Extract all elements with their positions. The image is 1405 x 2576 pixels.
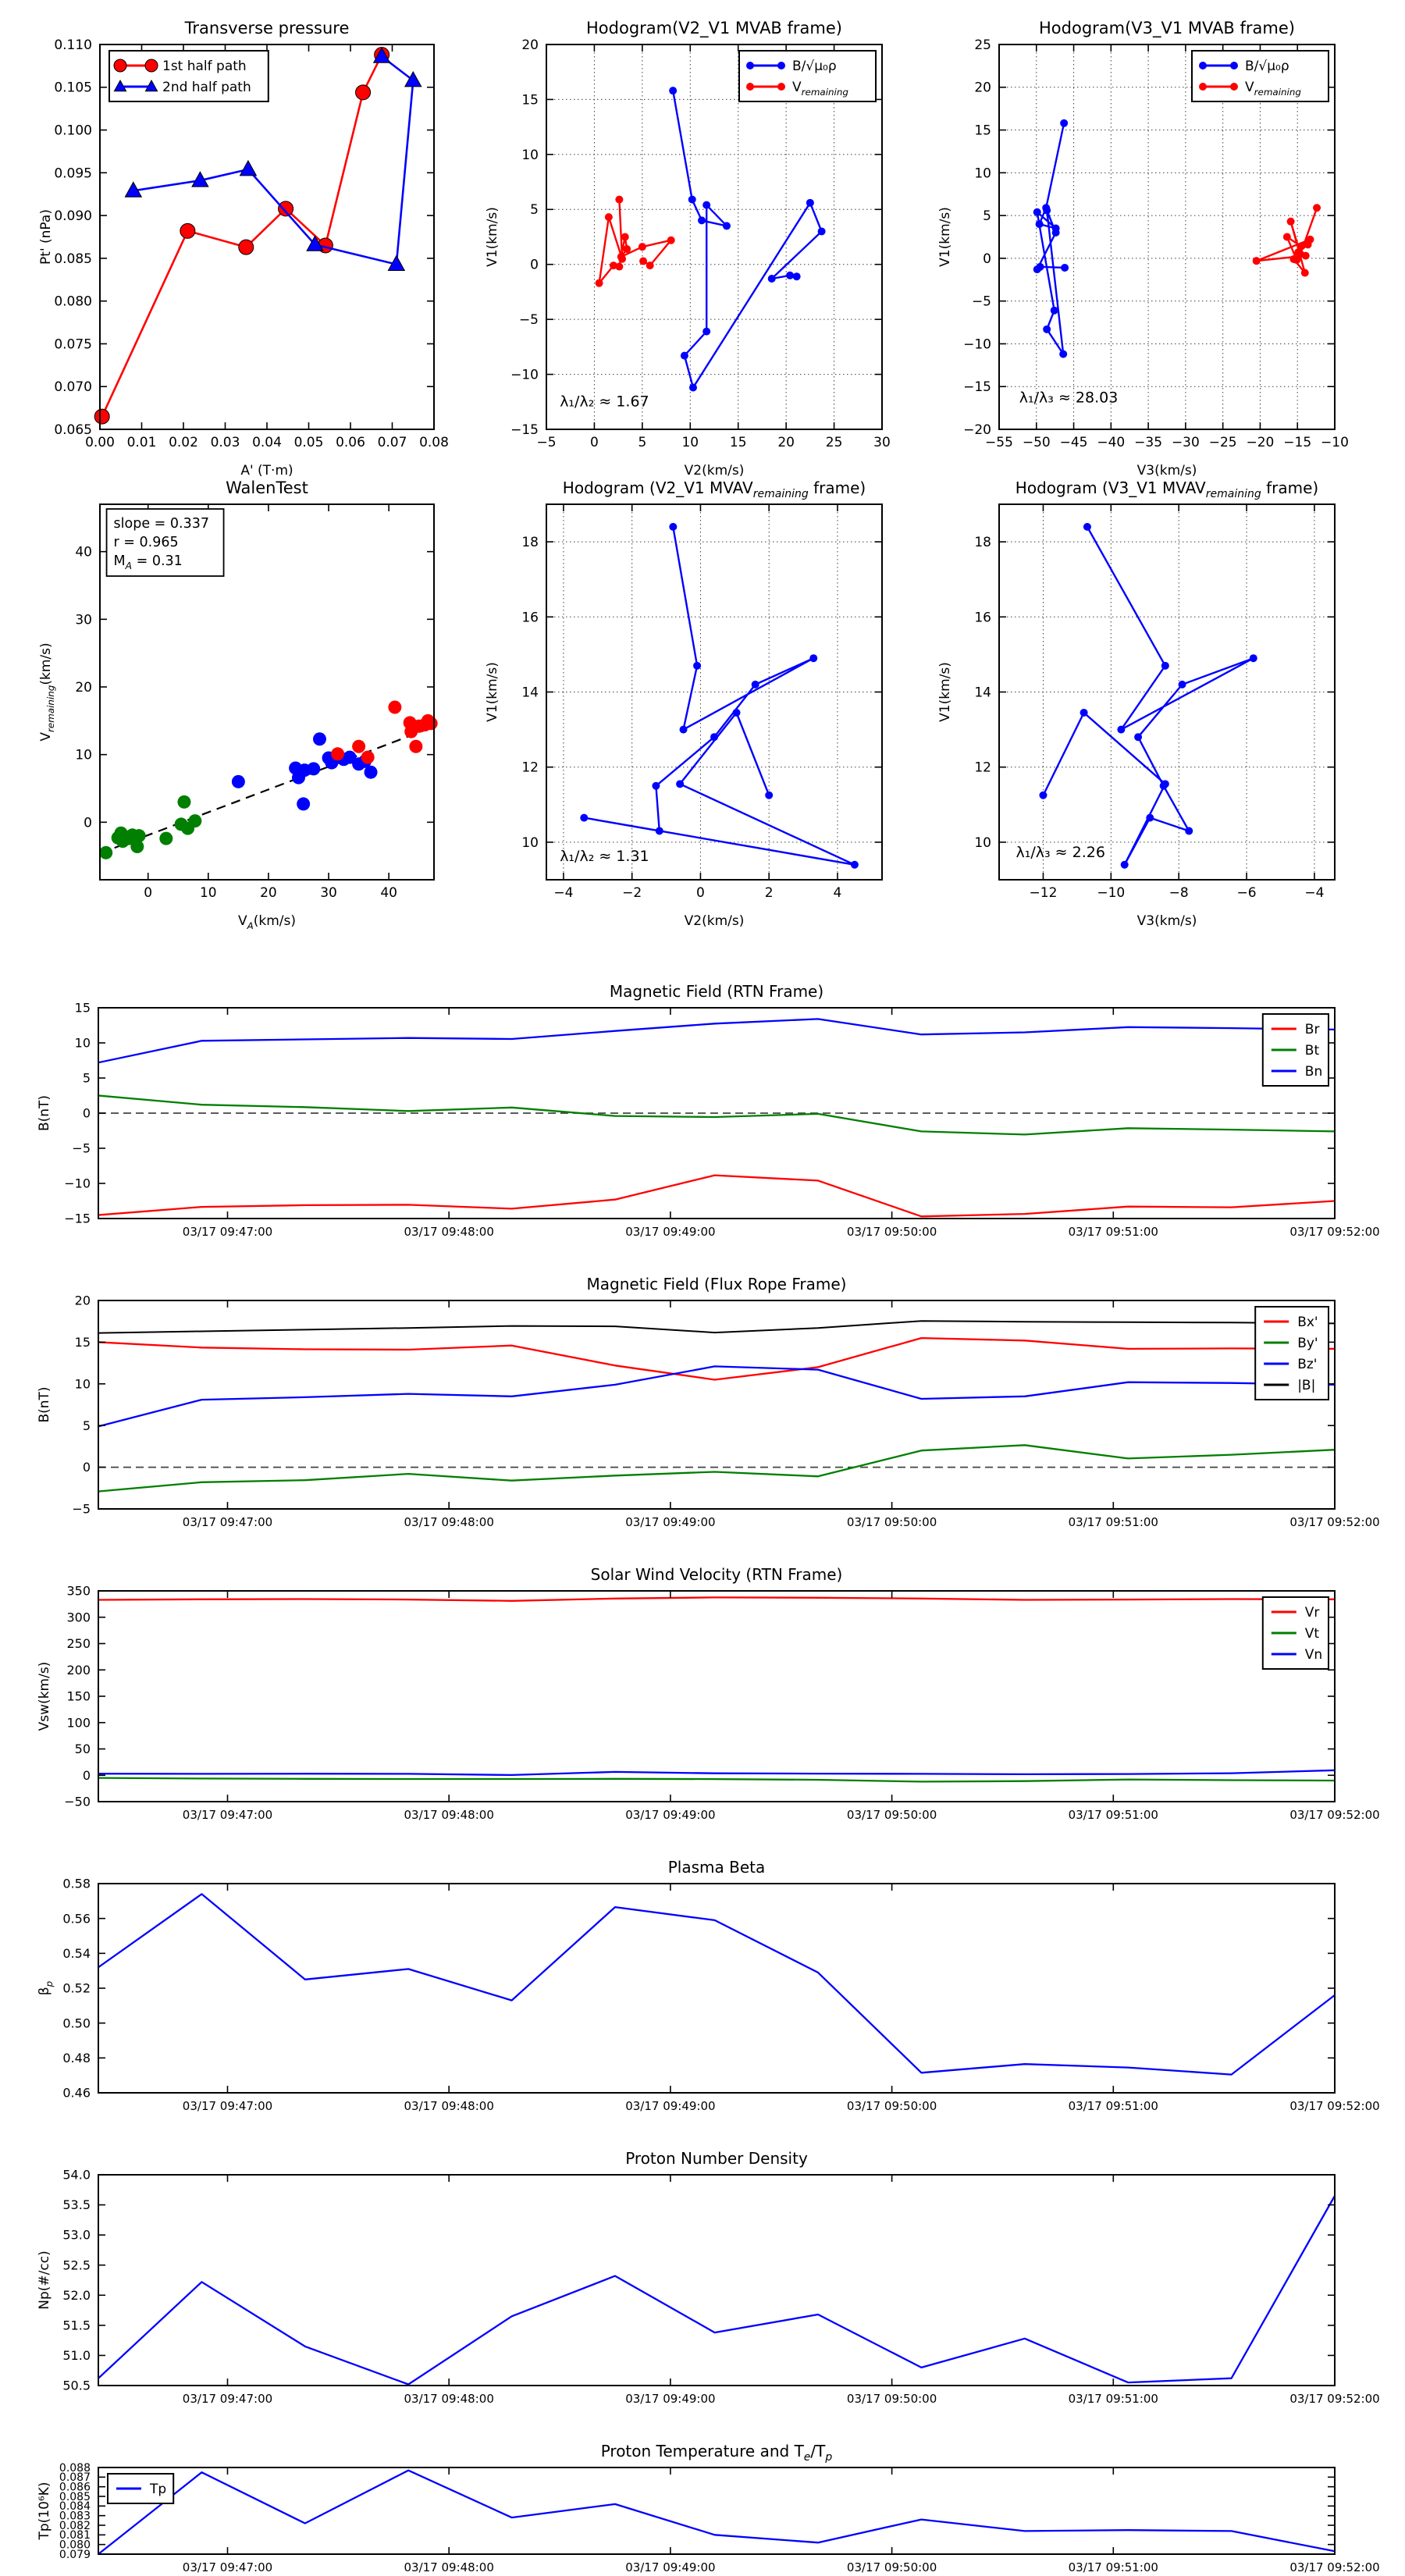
svg-text:5: 5 xyxy=(638,435,647,450)
svg-text:10: 10 xyxy=(521,147,539,163)
x-axis-label: V3(km/s) xyxy=(1136,913,1197,929)
svg-text:03/17 09:51:00: 03/17 09:51:00 xyxy=(1068,2392,1158,2406)
svg-text:0: 0 xyxy=(84,815,92,831)
svg-text:−5: −5 xyxy=(72,1140,91,1156)
svg-text:0: 0 xyxy=(983,251,991,267)
panel-p10-plasma-beta xyxy=(30,1848,1405,2163)
svg-text:−40: −40 xyxy=(1097,435,1126,450)
panel-p12-proton-temperature-and-t-e-t-p xyxy=(30,2432,1405,2576)
p8-svg xyxy=(30,1265,1405,1579)
svg-text:0.088: 0.088 xyxy=(59,2461,91,2475)
svg-text:−45: −45 xyxy=(1059,435,1088,450)
svg-text:03/17 09:52:00: 03/17 09:52:00 xyxy=(1289,2099,1380,2113)
svg-text:03/17 09:48:00: 03/17 09:48:00 xyxy=(404,1808,494,1822)
svg-text:25: 25 xyxy=(825,435,843,450)
svg-text:|B|: |B| xyxy=(1297,1377,1316,1393)
svg-text:12: 12 xyxy=(521,760,539,776)
svg-text:16: 16 xyxy=(974,610,991,626)
svg-text:100: 100 xyxy=(66,1715,91,1731)
panel-p6-hodogram-v3-v1-mvav-remaining- xyxy=(930,469,1405,950)
svg-text:50: 50 xyxy=(74,1742,91,1757)
svg-text:−4: −4 xyxy=(553,885,574,901)
series-alfven-velocity xyxy=(669,87,825,391)
p4-svg xyxy=(31,469,508,950)
chart-title: Proton Number Density xyxy=(625,2149,808,2168)
svg-text:250: 250 xyxy=(66,1636,91,1652)
svg-text:03/17 09:48:00: 03/17 09:48:00 xyxy=(404,2099,494,2113)
svg-text:10: 10 xyxy=(74,1376,91,1392)
svg-text:03/17 09:51:00: 03/17 09:51:00 xyxy=(1068,2099,1158,2113)
svg-text:14: 14 xyxy=(521,685,539,701)
svg-text:52.5: 52.5 xyxy=(62,2258,91,2273)
svg-text:−5: −5 xyxy=(536,435,557,450)
annotation: λ₁/λ₂ ≈ 1.31 xyxy=(560,847,649,865)
svg-text:30: 30 xyxy=(75,612,92,628)
svg-text:03/17 09:47:00: 03/17 09:47:00 xyxy=(182,1515,273,1529)
y-axis-label: Vsw(km/s) xyxy=(37,1661,52,1731)
series-B-magnitude xyxy=(98,1321,1335,1333)
series-Bn xyxy=(98,1019,1335,1062)
svg-text:−20: −20 xyxy=(1246,435,1275,450)
svg-text:−50: −50 xyxy=(1022,435,1051,450)
svg-text:Vr: Vr xyxy=(1304,1604,1320,1621)
legend xyxy=(1263,1014,1329,1086)
svg-text:0: 0 xyxy=(590,435,599,450)
svg-text:0.087: 0.087 xyxy=(59,2471,91,2485)
svg-text:0.04: 0.04 xyxy=(252,435,282,450)
svg-text:14: 14 xyxy=(974,685,991,701)
svg-text:0.070: 0.070 xyxy=(54,379,92,396)
svg-text:20: 20 xyxy=(260,885,277,901)
svg-text:03/17 09:50:00: 03/17 09:50:00 xyxy=(846,1225,937,1239)
svg-text:0.086: 0.086 xyxy=(59,2481,91,2494)
series-proton-density xyxy=(98,2196,1335,2385)
svg-text:03/17 09:47:00: 03/17 09:47:00 xyxy=(182,2560,273,2574)
svg-text:5: 5 xyxy=(82,1070,91,1086)
svg-text:0.56: 0.56 xyxy=(62,1911,91,1927)
series-Vn xyxy=(98,1770,1335,1775)
svg-text:03/17 09:51:00: 03/17 09:51:00 xyxy=(1068,1808,1158,1822)
y-axis-label: V1(km/s) xyxy=(485,207,500,267)
svg-text:0.05: 0.05 xyxy=(293,435,324,450)
svg-text:03/17 09:48:00: 03/17 09:48:00 xyxy=(404,2392,494,2406)
svg-text:0: 0 xyxy=(82,1767,91,1783)
annotation: λ₁/λ₃ ≈ 28.03 xyxy=(1019,389,1119,407)
svg-text:0.090: 0.090 xyxy=(54,208,92,225)
svg-text:−30: −30 xyxy=(1171,435,1200,450)
svg-text:−15: −15 xyxy=(1283,435,1312,450)
svg-text:−55: −55 xyxy=(985,435,1013,450)
svg-text:03/17 09:49:00: 03/17 09:49:00 xyxy=(625,2560,716,2574)
chart-title: Plasma Beta xyxy=(667,1858,766,1877)
svg-text:0.58: 0.58 xyxy=(62,1876,91,1891)
svg-text:03/17 09:51:00: 03/17 09:51:00 xyxy=(1068,2560,1158,2574)
svg-text:15: 15 xyxy=(74,1000,91,1016)
series-Bx-prime xyxy=(98,1335,1335,1379)
p3-svg xyxy=(930,9,1405,500)
y-axis-label: Np(#/cc) xyxy=(37,2250,52,2310)
x-axis-label: $V_A(km/s)$ xyxy=(237,913,297,931)
chart-title: Transverse pressure xyxy=(184,19,350,37)
svg-text:12: 12 xyxy=(974,760,991,776)
series-alfven-velocity xyxy=(1033,119,1069,358)
svg-text:−50: −50 xyxy=(64,1794,91,1809)
chart-title: Hodogram (V2_V1 $MVAV_{remaining}$ frame) xyxy=(562,479,866,500)
ticks xyxy=(62,2168,1379,2406)
svg-text:0.01: 0.01 xyxy=(126,435,157,450)
chart-title: Hodogram(V3_V1 MVAB frame) xyxy=(1039,19,1295,37)
chart-title: Solar Wind Velocity (RTN Frame) xyxy=(590,1565,843,1584)
svg-text:Vn: Vn xyxy=(1304,1646,1323,1663)
svg-text:20: 20 xyxy=(521,37,539,53)
svg-text:0.06: 0.06 xyxy=(336,435,365,450)
panel-p11-proton-number-density xyxy=(30,2140,1405,2456)
svg-text:0.48: 0.48 xyxy=(62,2050,91,2065)
svg-text:−10: −10 xyxy=(963,336,991,353)
svg-text:03/17 09:47:00: 03/17 09:47:00 xyxy=(182,2392,273,2406)
series-v-remaining xyxy=(596,196,675,287)
svg-text:53.0: 53.0 xyxy=(62,2227,91,2243)
svg-text:150: 150 xyxy=(66,1688,91,1704)
svg-text:r = 0.965: r = 0.965 xyxy=(113,535,179,550)
svg-text:0: 0 xyxy=(144,885,153,901)
svg-text:−15: −15 xyxy=(64,1211,91,1226)
ticks xyxy=(59,2462,1380,2574)
svg-text:0.02: 0.02 xyxy=(169,435,198,450)
svg-text:4: 4 xyxy=(833,885,842,901)
svg-text:0.079: 0.079 xyxy=(59,2548,91,2561)
svg-text:2nd half path: 2nd half path xyxy=(162,79,251,95)
svg-text:Vt: Vt xyxy=(1304,1625,1320,1642)
svg-text:Vremaining: $V_{remaining}$ xyxy=(792,79,848,98)
svg-text:0.082: 0.082 xyxy=(59,2519,91,2532)
legend xyxy=(1263,1597,1329,1669)
svg-text:0.085: 0.085 xyxy=(54,251,92,267)
panel-p1-transverse-pressure xyxy=(31,9,508,500)
svg-text:350: 350 xyxy=(66,1583,91,1599)
y-axis-label: Tp(10⁶K) xyxy=(37,2482,52,2540)
p11-svg xyxy=(30,2140,1405,2456)
legend xyxy=(1192,51,1329,101)
chart-title: Magnetic Field (RTN Frame) xyxy=(609,982,824,1001)
svg-text:03/17 09:49:00: 03/17 09:49:00 xyxy=(625,2392,716,2406)
x-axis-label: V3(km/s) xyxy=(1136,463,1197,479)
svg-text:0.081: 0.081 xyxy=(59,2529,91,2542)
series-1st-half-path xyxy=(94,48,389,424)
x-axis-label: A' (T·m) xyxy=(240,463,293,479)
svg-text:−10: −10 xyxy=(1097,885,1126,901)
svg-text:1st half path: 1st half path xyxy=(162,58,247,74)
series-fit-line xyxy=(100,727,434,853)
x-axis-label: V2(km/s) xyxy=(684,463,745,479)
svg-text:03/17 09:47:00: 03/17 09:47:00 xyxy=(182,1808,273,1822)
svg-text:−5: −5 xyxy=(518,312,539,329)
svg-text:0.083: 0.083 xyxy=(59,2510,91,2523)
svg-text:03/17 09:49:00: 03/17 09:49:00 xyxy=(625,2099,716,2113)
grid xyxy=(546,504,882,880)
series-Br xyxy=(98,1176,1335,1217)
svg-text:03/17 09:48:00: 03/17 09:48:00 xyxy=(404,1515,494,1529)
svg-text:15: 15 xyxy=(729,435,747,450)
svg-text:0.080: 0.080 xyxy=(59,2539,91,2552)
svg-text:0.065: 0.065 xyxy=(54,422,92,438)
svg-text:0.46: 0.46 xyxy=(62,2085,91,2101)
svg-text:slope = 0.337: slope = 0.337 xyxy=(113,516,210,532)
svg-text:10: 10 xyxy=(974,165,991,182)
svg-text:03/17 09:50:00: 03/17 09:50:00 xyxy=(846,2560,937,2574)
series-By-prime xyxy=(98,1445,1335,1491)
svg-text:−4: −4 xyxy=(1304,885,1325,901)
svg-text:20: 20 xyxy=(74,1293,91,1308)
svg-text:−5: −5 xyxy=(72,1501,91,1517)
svg-text:Bz': Bz' xyxy=(1297,1356,1318,1372)
svg-text:B/√μ₀ρ: B/√μ₀ρ xyxy=(792,58,837,74)
p5-svg xyxy=(478,469,956,950)
y-axis-label: V1(km/s) xyxy=(937,207,953,267)
svg-text:0.07: 0.07 xyxy=(377,435,407,450)
svg-text:Bx': Bx' xyxy=(1297,1314,1318,1330)
svg-text:03/17 09:50:00: 03/17 09:50:00 xyxy=(846,2099,937,2113)
svg-text:0.110: 0.110 xyxy=(54,37,92,53)
svg-text:0.03: 0.03 xyxy=(210,435,240,450)
svg-text:15: 15 xyxy=(74,1335,91,1350)
svg-text:−10: −10 xyxy=(510,367,539,383)
svg-text:200: 200 xyxy=(66,1662,91,1678)
svg-text:03/17 09:50:00: 03/17 09:50:00 xyxy=(846,1808,937,1822)
series-v-remaining xyxy=(1253,204,1321,276)
legend xyxy=(1255,1307,1329,1400)
p6-svg xyxy=(930,469,1405,950)
svg-text:54.0: 54.0 xyxy=(62,2167,91,2183)
svg-text:15: 15 xyxy=(974,123,991,139)
annotation: λ₁/λ₂ ≈ 1.67 xyxy=(560,393,649,411)
panel-p5-hodogram-v2-v1-mvav-remaining- xyxy=(478,469,956,950)
svg-text:−15: −15 xyxy=(510,422,539,438)
svg-text:0.080: 0.080 xyxy=(54,294,92,310)
svg-text:18: 18 xyxy=(974,535,991,551)
svg-text:B/√μ₀ρ: B/√μ₀ρ xyxy=(1245,58,1289,74)
svg-text:51.5: 51.5 xyxy=(62,2318,91,2333)
svg-text:03/17 09:52:00: 03/17 09:52:00 xyxy=(1289,2392,1380,2406)
legend xyxy=(109,51,269,101)
svg-text:03/17 09:51:00: 03/17 09:51:00 xyxy=(1068,1515,1158,1529)
y-axis-label: B(nT) xyxy=(37,1094,52,1132)
svg-text:0: 0 xyxy=(530,257,539,273)
svg-text:15: 15 xyxy=(521,92,539,109)
svg-text:0.084: 0.084 xyxy=(59,2500,91,2514)
svg-text:−5: −5 xyxy=(971,294,991,310)
axes-frame xyxy=(98,1884,1335,2093)
y-axis-label: Pt' (nPa) xyxy=(38,209,54,265)
svg-text:MA = 0.31: $M_A = 0.31$ xyxy=(113,553,183,571)
chart-title: Hodogram (V3_V1 $MVAV_{remaining}$ frame) xyxy=(1015,479,1319,500)
svg-text:03/17 09:51:00: 03/17 09:51:00 xyxy=(1068,1225,1158,1239)
series-proton-temperature xyxy=(98,2471,1335,2554)
svg-text:03/17 09:48:00: 03/17 09:48:00 xyxy=(404,2560,494,2574)
svg-text:25: 25 xyxy=(974,37,991,53)
svg-text:50.5: 50.5 xyxy=(62,2378,91,2393)
svg-text:40: 40 xyxy=(75,544,92,560)
svg-text:−6: −6 xyxy=(1236,885,1257,901)
svg-text:0.50: 0.50 xyxy=(62,2016,91,2031)
svg-text:0: 0 xyxy=(82,1460,91,1475)
svg-text:5: 5 xyxy=(82,1418,91,1433)
svg-text:−25: −25 xyxy=(1208,435,1237,450)
svg-text:−8: −8 xyxy=(1168,885,1189,901)
svg-text:20: 20 xyxy=(777,435,795,450)
svg-text:03/17 09:49:00: 03/17 09:49:00 xyxy=(625,1225,716,1239)
svg-text:10: 10 xyxy=(681,435,699,450)
p10-svg xyxy=(30,1848,1405,2163)
svg-text:03/17 09:49:00: 03/17 09:49:00 xyxy=(625,1808,716,1822)
chart-title: Hodogram(V2_V1 MVAB frame) xyxy=(586,19,842,37)
svg-text:53.5: 53.5 xyxy=(62,2197,91,2213)
p12-svg xyxy=(30,2432,1405,2576)
y-axis-label: B(nT) xyxy=(37,1386,52,1423)
svg-text:−20: −20 xyxy=(963,422,991,438)
p7-svg xyxy=(30,973,1405,1289)
y-axis-label: $V_{remaining}(km/s)$ xyxy=(38,642,56,742)
ticks xyxy=(521,504,882,901)
svg-text:03/17 09:52:00: 03/17 09:52:00 xyxy=(1289,1808,1380,1822)
svg-text:−15: −15 xyxy=(963,379,991,396)
ticks xyxy=(64,1001,1379,1239)
annotation: λ₁/λ₃ ≈ 2.26 xyxy=(1016,844,1105,862)
svg-text:40: 40 xyxy=(380,885,397,901)
y-axis-label: V1(km/s) xyxy=(485,662,500,722)
series-v-hodogram xyxy=(580,523,859,869)
chart-title: Proton Temperature and $T_e/T_p$ xyxy=(600,2442,833,2464)
x-axis-label: V2(km/s) xyxy=(684,913,745,929)
svg-text:0.095: 0.095 xyxy=(54,165,92,182)
series-Vt xyxy=(98,1778,1335,1782)
svg-text:16: 16 xyxy=(521,610,539,626)
svg-text:10: 10 xyxy=(521,834,539,851)
svg-text:Bn: Bn xyxy=(1304,1063,1323,1080)
panel-p4-walentest xyxy=(31,469,508,950)
legend xyxy=(108,2474,173,2503)
svg-text:0.00: 0.00 xyxy=(85,435,115,450)
svg-text:By': By' xyxy=(1297,1335,1318,1351)
svg-text:Br: Br xyxy=(1304,1021,1320,1037)
svg-text:03/17 09:52:00: 03/17 09:52:00 xyxy=(1289,2560,1380,2574)
svg-text:0.100: 0.100 xyxy=(54,123,92,139)
ticks xyxy=(64,1584,1379,1822)
svg-text:03/17 09:47:00: 03/17 09:47:00 xyxy=(182,2099,273,2113)
y-axis-label: V1(km/s) xyxy=(937,662,953,722)
p9-svg xyxy=(30,1556,1405,1872)
svg-text:03/17 09:52:00: 03/17 09:52:00 xyxy=(1289,1225,1380,1239)
svg-text:−12: −12 xyxy=(1029,885,1058,901)
svg-text:0.08: 0.08 xyxy=(419,435,449,450)
chart-title: WalenTest xyxy=(226,479,308,497)
series-scatter-first xyxy=(99,795,201,859)
svg-text:03/17 09:50:00: 03/17 09:50:00 xyxy=(846,1515,937,1529)
panel-p2-hodogram-v2-v1-mvab-frame- xyxy=(478,9,956,500)
svg-text:Tp: Tp xyxy=(150,2481,167,2497)
svg-text:03/17 09:49:00: 03/17 09:49:00 xyxy=(625,1515,716,1529)
svg-text:0: 0 xyxy=(82,1105,91,1121)
svg-text:−10: −10 xyxy=(1321,435,1349,450)
svg-text:0.105: 0.105 xyxy=(54,80,92,96)
svg-text:2: 2 xyxy=(764,885,774,901)
svg-text:−35: −35 xyxy=(1134,435,1163,450)
panel-p7-magnetic-field-rtn-frame- xyxy=(30,973,1405,1289)
ticks xyxy=(72,1293,1379,1529)
svg-text:52.0: 52.0 xyxy=(62,2287,91,2303)
svg-text:Vremaining: $V_{remaining}$ xyxy=(1245,79,1301,98)
svg-text:30: 30 xyxy=(320,885,337,901)
axes-frame xyxy=(98,2175,1335,2386)
series-v-hodogram xyxy=(1039,523,1257,869)
svg-text:03/17 09:47:00: 03/17 09:47:00 xyxy=(182,1225,273,1239)
svg-text:03/17 09:50:00: 03/17 09:50:00 xyxy=(846,2392,937,2406)
stats-box xyxy=(107,509,224,576)
y-axis-label: $\beta_p$ xyxy=(37,1980,55,1996)
chart-title: Magnetic Field (Flux Rope Frame) xyxy=(586,1275,847,1293)
svg-text:0.085: 0.085 xyxy=(59,2490,91,2503)
ticks xyxy=(974,504,1335,901)
axes-frame xyxy=(98,1591,1335,1802)
svg-text:−2: −2 xyxy=(622,885,642,901)
svg-text:Bt: Bt xyxy=(1304,1042,1320,1059)
series-Vr xyxy=(98,1597,1335,1600)
ticks xyxy=(62,1877,1379,2113)
svg-text:20: 20 xyxy=(75,679,92,696)
svg-text:30: 30 xyxy=(873,435,891,450)
p2-svg xyxy=(478,9,956,500)
svg-text:51.0: 51.0 xyxy=(62,2348,91,2364)
series-Bt xyxy=(98,1096,1335,1135)
axes-frame xyxy=(98,2467,1335,2554)
panel-p9-solar-wind-velocity-rtn-frame- xyxy=(30,1556,1405,1872)
svg-text:10: 10 xyxy=(75,747,92,763)
svg-text:10: 10 xyxy=(974,834,991,851)
p1-svg xyxy=(31,9,508,500)
svg-text:5: 5 xyxy=(983,208,991,225)
svg-text:5: 5 xyxy=(530,202,539,219)
svg-text:10: 10 xyxy=(199,885,217,901)
svg-text:03/17 09:48:00: 03/17 09:48:00 xyxy=(404,1225,494,1239)
svg-text:0.52: 0.52 xyxy=(62,1980,91,1996)
svg-text:0.54: 0.54 xyxy=(62,1945,91,1961)
svg-text:03/17 09:52:00: 03/17 09:52:00 xyxy=(1289,1515,1380,1529)
legend xyxy=(739,51,876,101)
svg-text:300: 300 xyxy=(66,1610,91,1625)
panel-p8-magnetic-field-flux-rope-frame xyxy=(30,1265,1405,1579)
svg-text:−10: −10 xyxy=(64,1176,91,1191)
series-Bz-prime xyxy=(98,1366,1335,1426)
svg-text:18: 18 xyxy=(521,535,539,551)
svg-text:10: 10 xyxy=(74,1035,91,1051)
svg-text:20: 20 xyxy=(974,80,991,96)
panel-p3-hodogram-v3-v1-mvab-frame- xyxy=(930,9,1405,500)
svg-text:0.075: 0.075 xyxy=(54,336,92,353)
series-plasma-beta xyxy=(98,1894,1335,2074)
svg-text:0: 0 xyxy=(696,885,705,901)
